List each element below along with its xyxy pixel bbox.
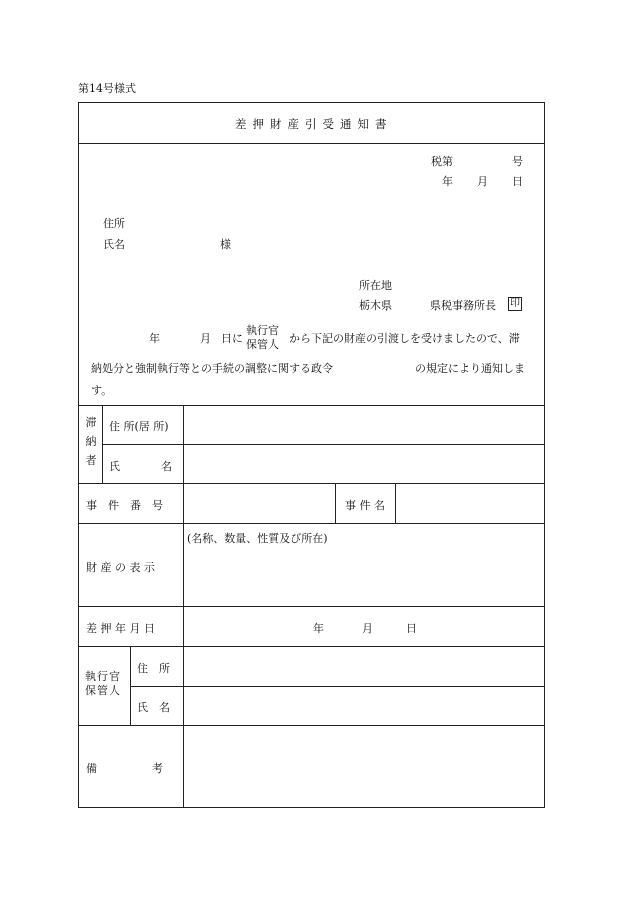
sender-prefecture: 栃木県 [359, 299, 392, 312]
sender-location-label: 所在地 [359, 279, 392, 292]
header-day: 日 [512, 175, 523, 188]
divider [79, 523, 544, 524]
divider [79, 606, 544, 607]
body-year: 年 [149, 332, 160, 345]
body-month: 月 [200, 332, 211, 345]
officer-name-label: 氏 名 [137, 701, 170, 714]
divider [79, 405, 544, 406]
tax-number-prefix: 税第 [431, 155, 453, 168]
body-officer-stack: 執行官 保管人 [246, 324, 279, 351]
seizure-month: 月 [362, 622, 373, 635]
divider [79, 646, 544, 647]
case-number-label: 事 件 番 号 [86, 499, 163, 512]
column-divider [130, 646, 131, 725]
column-divider [183, 405, 184, 808]
divider [79, 483, 544, 484]
divider [79, 143, 544, 144]
delinquent-address-label: 住 所(居 所) [109, 420, 169, 433]
seal-mark: 印 [510, 298, 520, 309]
form-title: 差押財産引受通知書 [235, 117, 393, 131]
body-text-line2b: の規定により通知しま [415, 362, 525, 375]
property-hint: (名称、数量、性質及び所在) [187, 532, 328, 545]
tax-number-suffix: 号 [512, 155, 523, 168]
property-label: 財 産 の 表 示 [86, 561, 155, 574]
recipient-address-label: 住所 [103, 217, 125, 230]
delinquent-name-label: 氏 名 [109, 460, 174, 473]
column-divider [335, 483, 336, 523]
seizure-date-label: 差 押 年 月 日 [86, 622, 155, 635]
seizure-year: 年 [313, 622, 324, 635]
column-divider [102, 405, 103, 483]
delinquent-label: 滞 納 者 [85, 416, 97, 467]
officer-label-stack: 執行官 保管人 [85, 670, 121, 697]
body-day: 日に [221, 332, 243, 345]
body-text-line2a: 納処分と強制執行等との手続の調整に関する政令 [91, 362, 333, 375]
officer-address-label: 住 所 [137, 662, 170, 675]
body-text-line1: から下記の財産の引渡しを受けましたので、滞 [289, 332, 520, 345]
case-name-label: 事 件 名 [345, 499, 385, 512]
remarks-label: 備 考 [86, 762, 163, 775]
column-divider [395, 483, 396, 523]
header-month: 月 [477, 175, 488, 188]
body-text-line3: す。 [91, 384, 113, 397]
divider [102, 444, 544, 445]
notice-form [78, 102, 545, 808]
header-year: 年 [442, 175, 453, 188]
recipient-honorific: 様 [220, 238, 231, 251]
recipient-name-label: 氏名 [103, 238, 125, 251]
divider [130, 686, 544, 687]
sender-office-title: 県税事務所長 [430, 299, 496, 312]
divider [79, 725, 544, 726]
form-number: 第14号様式 [78, 82, 136, 95]
seizure-day: 日 [406, 622, 417, 635]
